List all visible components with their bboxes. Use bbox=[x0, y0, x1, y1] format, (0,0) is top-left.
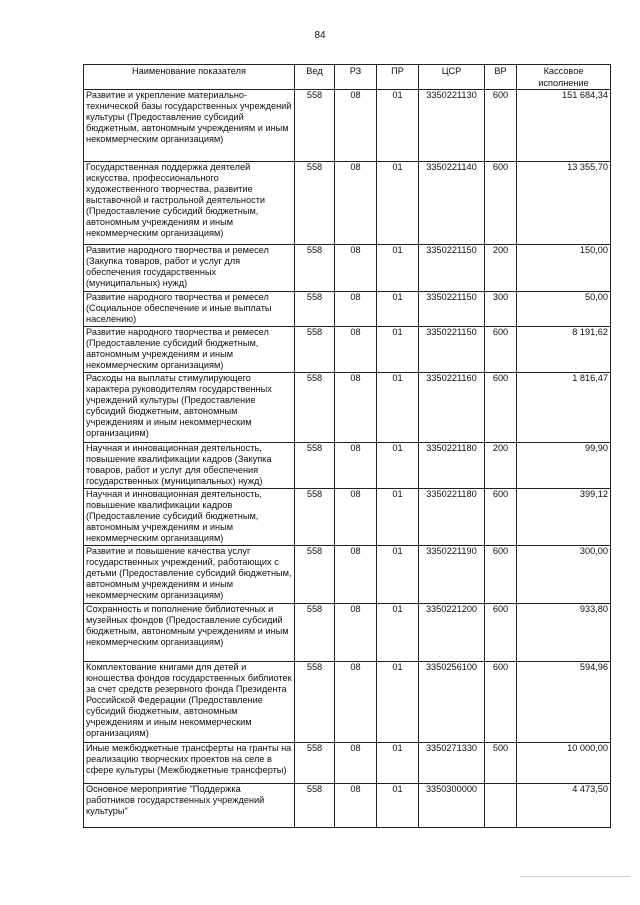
header-pr: ПР bbox=[377, 65, 419, 90]
row-ved: 558 bbox=[295, 90, 335, 162]
row-pr: 01 bbox=[377, 292, 419, 327]
row-csr: 3350221150 bbox=[419, 327, 485, 373]
row-name: Развитие народного творчества и ремесел (Предоставление субсидий бюджетным, автономным учреждениям и иным некоммерческим организациям) bbox=[84, 327, 295, 373]
row-csr: 3350221200 bbox=[419, 604, 485, 662]
header-name: Наименование показателя bbox=[84, 65, 295, 90]
row-name: Научная и инновационная деятельность, повышение квалификации кадров (Закупка товаров, работ и услуг для обеспечения государственных (муниципальных) нужд) bbox=[84, 443, 295, 489]
row-rz: 08 bbox=[335, 443, 377, 489]
row-ved: 558 bbox=[295, 604, 335, 662]
row-vr: 600 bbox=[485, 662, 517, 743]
row-name: Иные межбюджетные трансферты на гранты на реализацию творческих проектов на селе в сфере культуры (Межбюджетные трансферты) bbox=[84, 743, 295, 784]
row-amount: 933,80 bbox=[517, 604, 611, 662]
row-name: Государственная поддержка деятелей искусства, профессионального художественного творчества, развитие выставочной и гастрольной деятельности (Предоставление субсидий бюджетным, автономным учреждениям и иным некоммерческим организациям) bbox=[84, 162, 295, 245]
row-vr: 600 bbox=[485, 162, 517, 245]
row-vr: 600 bbox=[485, 373, 517, 443]
row-vr: 500 bbox=[485, 743, 517, 784]
row-amount: 50,00 bbox=[517, 292, 611, 327]
row-pr: 01 bbox=[377, 489, 419, 546]
row-vr: 600 bbox=[485, 489, 517, 546]
row-vr: 600 bbox=[485, 604, 517, 662]
row-pr: 01 bbox=[377, 784, 419, 828]
table-row bbox=[84, 162, 611, 245]
row-amount: 594,96 bbox=[517, 662, 611, 743]
table-row bbox=[84, 292, 611, 327]
row-amount: 13 355,70 bbox=[517, 162, 611, 245]
row-ved: 558 bbox=[295, 162, 335, 245]
table-header-row bbox=[84, 65, 611, 90]
row-rz: 08 bbox=[335, 489, 377, 546]
table-row bbox=[84, 604, 611, 662]
row-pr: 01 bbox=[377, 662, 419, 743]
header-rz: РЗ bbox=[335, 65, 377, 90]
row-name: Развитие народного творчества и ремесел (Закупка товаров, работ и услуг для обеспечения государственных (муниципальных) нужд) bbox=[84, 245, 295, 292]
row-name: Развитие народного творчества и ремесел (Социальное обеспечение и иные выплаты населению) bbox=[84, 292, 295, 327]
row-csr: 3350221140 bbox=[419, 162, 485, 245]
row-rz: 08 bbox=[335, 546, 377, 604]
row-ved: 558 bbox=[295, 489, 335, 546]
row-amount: 300,00 bbox=[517, 546, 611, 604]
row-csr: 3350300000 bbox=[419, 784, 485, 828]
row-pr: 01 bbox=[377, 443, 419, 489]
row-vr: 600 bbox=[485, 546, 517, 604]
row-rz: 08 bbox=[335, 327, 377, 373]
row-ved: 558 bbox=[295, 245, 335, 292]
row-csr: 3350256100 bbox=[419, 662, 485, 743]
row-pr: 01 bbox=[377, 162, 419, 245]
header-ved: Вед bbox=[295, 65, 335, 90]
row-pr: 01 bbox=[377, 245, 419, 292]
row-csr: 3350271330 bbox=[419, 743, 485, 784]
row-csr: 3350221190 bbox=[419, 546, 485, 604]
row-amount: 399,12 bbox=[517, 489, 611, 546]
table-row bbox=[84, 373, 611, 443]
row-rz: 08 bbox=[335, 90, 377, 162]
row-vr: 200 bbox=[485, 443, 517, 489]
row-csr: 3350221160 bbox=[419, 373, 485, 443]
row-pr: 01 bbox=[377, 327, 419, 373]
budget-execution-table bbox=[83, 64, 611, 828]
row-rz: 08 bbox=[335, 662, 377, 743]
row-amount: 8 191,62 bbox=[517, 327, 611, 373]
row-ved: 558 bbox=[295, 327, 335, 373]
row-rz: 08 bbox=[335, 743, 377, 784]
row-vr bbox=[485, 784, 517, 828]
row-pr: 01 bbox=[377, 373, 419, 443]
row-csr: 3350221150 bbox=[419, 292, 485, 327]
row-ved: 558 bbox=[295, 784, 335, 828]
row-vr: 600 bbox=[485, 90, 517, 162]
row-ved: 558 bbox=[295, 443, 335, 489]
row-amount: 1 816,47 bbox=[517, 373, 611, 443]
row-vr: 300 bbox=[485, 292, 517, 327]
table-row bbox=[84, 489, 611, 546]
header-vr: ВР bbox=[485, 65, 517, 90]
row-amount: 10 000,00 bbox=[517, 743, 611, 784]
row-vr: 200 bbox=[485, 245, 517, 292]
table-row bbox=[84, 743, 611, 784]
row-ved: 558 bbox=[295, 546, 335, 604]
row-pr: 01 bbox=[377, 546, 419, 604]
table-row bbox=[84, 90, 611, 162]
row-ved: 558 bbox=[295, 662, 335, 743]
row-name: Расходы на выплаты стимулирующего характера руководителям государственных учреждений культуры (Предоставление субсидий бюджетным, автономным учреждениям и иным некоммерческим организациям) bbox=[84, 373, 295, 443]
table-row bbox=[84, 662, 611, 743]
header-amount: Кассовое исполнение bbox=[517, 65, 611, 90]
row-amount: 4 473,50 bbox=[517, 784, 611, 828]
row-rz: 08 bbox=[335, 292, 377, 327]
row-name: Основное мероприятие "Поддержка работников государственных учреждений культуры" bbox=[84, 784, 295, 828]
header-csr: ЦСР bbox=[419, 65, 485, 90]
row-pr: 01 bbox=[377, 604, 419, 662]
row-ved: 558 bbox=[295, 292, 335, 327]
row-pr: 01 bbox=[377, 743, 419, 784]
row-name: Развитие и укрепление материально-технической базы государственных учреждений культуры (Предоставление субсидий бюджетным, автономным учреждениям и иным некоммерческим организациям) bbox=[84, 90, 295, 162]
row-ved: 558 bbox=[295, 743, 335, 784]
row-csr: 3350221180 bbox=[419, 443, 485, 489]
row-name: Развитие и повышение качества услуг государственных учреждений, работающих с детьми (Предоставление субсидий бюджетным, автономным учреждениям и иным некоммерческим организациям) bbox=[84, 546, 295, 604]
table-row bbox=[84, 443, 611, 489]
row-amount: 99,90 bbox=[517, 443, 611, 489]
row-amount: 150,00 bbox=[517, 245, 611, 292]
table-row bbox=[84, 327, 611, 373]
row-pr: 01 bbox=[377, 90, 419, 162]
row-name: Комплектование книгами для детей и юношества фондов государственных библиотек за счет средств резервного фонда Президента Российской Федерации (Предоставление субсидий бюджетным, автономным учреждениям и иным некоммерческим организациям) bbox=[84, 662, 295, 743]
table-row bbox=[84, 245, 611, 292]
row-name: Научная и инновационная деятельность, повышение квалификации кадров (Предоставление субсидий бюджетным, автономным учреждениям и иным некоммерческим организациям) bbox=[84, 489, 295, 546]
row-csr: 3350221180 bbox=[419, 489, 485, 546]
row-amount: 151 684,34 bbox=[517, 90, 611, 162]
row-vr: 600 bbox=[485, 327, 517, 373]
row-rz: 08 bbox=[335, 162, 377, 245]
row-rz: 08 bbox=[335, 245, 377, 292]
row-csr: 3350221150 bbox=[419, 245, 485, 292]
row-rz: 08 bbox=[335, 604, 377, 662]
table-row bbox=[84, 784, 611, 828]
row-ved: 558 bbox=[295, 373, 335, 443]
row-csr: 3350221130 bbox=[419, 90, 485, 162]
row-name: Сохранность и пополнение библиотечных и музейных фондов (Предоставление субсидий бюджетным, автономным учреждениям и иным некоммерческим организациям) bbox=[84, 604, 295, 662]
table-row bbox=[84, 546, 611, 604]
scan-artifact-line bbox=[520, 876, 630, 877]
page-number: 84 bbox=[314, 30, 326, 41]
row-rz: 08 bbox=[335, 373, 377, 443]
row-rz: 08 bbox=[335, 784, 377, 828]
